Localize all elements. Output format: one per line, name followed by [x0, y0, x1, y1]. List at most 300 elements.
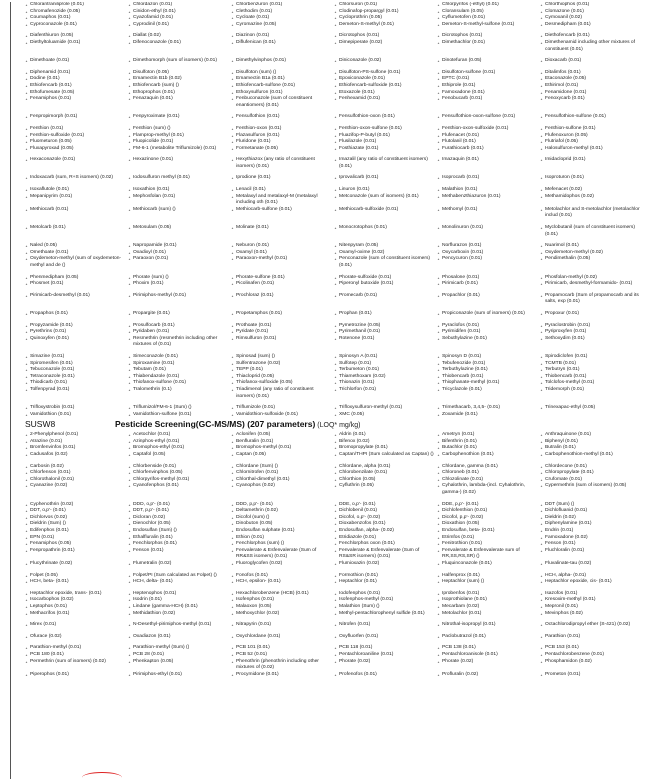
parameter-cell: ▲ Rotenone (0.01)	[334, 336, 437, 349]
parameter-cell: ▲ Methiocarb-sulfoxide (0.01)	[334, 207, 437, 220]
parameter-cell: ▲ Tolclofos-methyl (0.01)	[540, 380, 643, 387]
parameter-cell: ▲ Dioxacarb (0.01)	[540, 58, 643, 65]
parameter-cell: ▲ Omethoate (0.01)	[25, 250, 128, 257]
parameter-cell: ▲ Fenvalerate & Esfenvalerate (Sum of RR&SS isomers) (0.01)	[231, 548, 334, 561]
parameter-cell: ▲ Nitrofen (0.01)	[334, 622, 437, 629]
parameter-cell: ▲ Famoxadone (0.01)	[437, 90, 540, 97]
parameter-cell: ▲ HCH, alpha- (0.01)	[540, 573, 643, 580]
parameter-cell: ▲ Fenhexamid (0.01)	[334, 96, 437, 109]
parameter-cell: ▲ Parathion-methyl (Sum) ()	[128, 645, 231, 652]
parameter-cell: ▲ Flutriafol (0.05)	[540, 139, 643, 146]
parameter-cell: ▲ Cymoxanil (0.02)	[540, 15, 643, 22]
parameter-cell: ▲ HCH, beta- (0.01)	[25, 579, 128, 586]
table-row	[25, 157, 643, 170]
parameter-cell: ▲ Iprodione (0.01)	[231, 175, 334, 182]
parameter-cell: ▲ Bifenthrin (0.01)	[437, 439, 540, 446]
parameter-cell: ▲ Propyzamide (0.01)	[25, 323, 128, 330]
parameter-cell: ▲ Norflurazon (0.01)	[437, 243, 540, 250]
parameter-cell: ▲ Piperophos (0.01)	[25, 672, 128, 679]
parameter-cell: ▲ Diethyltoluamide (0.01)	[25, 40, 128, 53]
parameter-cell: ▲ Thiabendazole (0.01)	[128, 374, 231, 381]
parameter-cell: ▲ Diafenthiuron (0.05)	[25, 33, 128, 40]
parameter-cell: ▲ Prometon (0.01)	[540, 672, 643, 679]
parameter-cell: ▲ Nitenpyram (0.05)	[334, 243, 437, 250]
parameter-cell: ▲ Tolfenpyrad (0.01)	[25, 387, 128, 400]
parameter-cell: ▲ Thionazin (0.01)	[334, 380, 437, 387]
parameter-cell: ▲ Fenazaquin (0.01)	[128, 96, 231, 109]
table-row	[25, 380, 643, 387]
table-row	[25, 126, 643, 133]
parameter-cell: ▲ Fenchlorphos oxon (0.01)	[334, 541, 437, 548]
parameter-cell: ▲ Fluridone (0.01)	[231, 139, 334, 146]
table-row	[25, 541, 643, 548]
table-row	[25, 194, 643, 207]
parameter-cell: ▲ Spinosyn A (0.01)	[334, 354, 437, 361]
parameter-cell: ▲ Pentachloroanisole (0.01)	[437, 652, 540, 659]
parameter-cell: ▲ Imazalil (any ratio of constituent isomers) (0.01)	[334, 157, 437, 170]
section-title: Pesticide Screening(GC-MS/MS) (207 parameters)	[115, 419, 316, 430]
parameter-cell: ▲ Fenamidone (0.01)	[540, 90, 643, 97]
parameter-cell: ▲ Diflufenican (0.01)	[231, 40, 334, 53]
parameter-cell: ▲ Octachlorodipropyl ether (S-421) (0.02)	[540, 622, 643, 629]
parameter-cell: ▲ Thiobencarb (0.01)	[540, 374, 643, 381]
parameter-cell: ▲ Dioxathion (0.05)	[437, 521, 540, 528]
parameter-cell: ▲ Clomazone (0.01)	[540, 9, 643, 16]
table-row	[25, 604, 643, 611]
parameter-cell: ▲ Thiacloprid (0.05)	[231, 374, 334, 381]
parameter-cell: ▲ Monocrotophos (0.01)	[334, 225, 437, 238]
parameter-cell: ▲ Nitrothal-isopropyl (0.01)	[437, 622, 540, 629]
parameter-cell: ▲ Thiophanate-methyl (0.01)	[437, 380, 540, 387]
parameter-cell: ▲ Methiocarb (sum) ()	[128, 207, 231, 220]
parameter-cell: ▲ Malathion (Sum) ()	[334, 604, 437, 611]
parameter-cell: ▲ Cyflumetofen (0.01)	[437, 15, 540, 22]
parameter-cell: ▲ Spinosyn D (0.01)	[437, 354, 540, 361]
parameter-cell: ▲ Piperonyl butoxide (0.01)	[334, 281, 437, 288]
parameter-cell: ▲ Disulfoton-PS-sulfone (0.01)	[334, 70, 437, 77]
parameter-cell: ▲ Captan/THPI (Sum calculated as Captan) ()	[334, 452, 437, 459]
pesticide-table-lcmsms	[25, 2, 643, 418]
parameter-cell: ▲ Cloransulam (0.05)	[437, 9, 540, 16]
parameter-cell: ▲ Trimethacarb, 3,4,5- (0.01)	[437, 405, 540, 412]
parameter-cell: ▲ Chlorfenvinphos (0.05)	[128, 470, 231, 477]
parameter-cell: ▲ Pyridaben (0.01)	[128, 329, 231, 336]
parameter-cell: ▲ PCB 101 (0.01)	[231, 645, 334, 652]
parameter-cell: ▲ Halfenprox (0.01)	[437, 573, 540, 580]
parameter-cell: ▲ Leptophos (0.01)	[25, 604, 128, 611]
table-row	[25, 40, 643, 53]
parameter-cell: ▲ Chlornitrofen (0.01)	[231, 470, 334, 477]
parameter-cell: ▲ Indoxacarb (sum, R+S isomers) (0.02)	[25, 175, 128, 182]
parameter-cell: ▲ Chlorsuron (0.01)	[334, 2, 437, 9]
parameter-cell: ▲ Penconazole (sum of constituent isomers) (0.01)	[334, 256, 437, 269]
parameter-cell: ▲ DDE, o,p'- (0.01)	[334, 502, 437, 509]
section-loq-unit: (LOQ* mg/kg)	[317, 422, 361, 430]
parameter-cell: ▲ Fenthion-sulfoxide (0.01)	[25, 133, 128, 140]
parameter-cell: ▲ Cyphenothrin (0.02)	[25, 502, 128, 509]
parameter-cell: ▲ Pirimiphos-methyl (0.01)	[128, 293, 231, 306]
parameter-cell: ▲ Methyl-pentachlorophenyl sulfide (0.01)	[334, 611, 437, 618]
parameter-cell: ▲ PCB 28 (0.01)	[128, 652, 231, 659]
parameter-cell: ▲ TCMTB (0.01)	[540, 361, 643, 368]
parameter-cell: ▲ Rimsulfuron (0.01)	[231, 336, 334, 349]
parameter-cell: ▲ Epoxiconazole (0.01)	[334, 76, 437, 83]
parameter-cell: ▲ Cinidon-ethyl (0.01)	[128, 9, 231, 16]
section-code: SUSW8	[25, 419, 56, 430]
parameter-cell: ▲ Fluxapyroxad (0.05)	[25, 146, 128, 153]
parameter-cell: ▲ Disulfoton (sum) ()	[231, 70, 334, 77]
table-row	[25, 2, 643, 9]
pesticide-table-gcmsms	[25, 432, 643, 678]
parameter-cell: ▲ Cyfluthrin (0.05)	[334, 483, 437, 496]
parameter-cell: ▲ Dodine (0.01)	[25, 76, 128, 83]
parameter-cell: ▲ Sulfotep (0.01)	[334, 361, 437, 368]
parameter-cell: ▲ Prothoate (0.01)	[231, 323, 334, 330]
table-row	[25, 367, 643, 374]
parameter-cell: ▲ Fluquinconazole (0.01)	[437, 561, 540, 568]
parameter-cell: ▲ Methacrifos (0.01)	[25, 611, 128, 618]
parameter-cell: ▲ Fosthiazate (0.01)	[334, 146, 437, 153]
parameter-cell: ▲ Fenthion-oxon-sulfoxide (0.01)	[437, 126, 540, 133]
parameter-cell: ▲ Trifloxystrobin (0.01)	[25, 405, 128, 412]
parameter-cell: ▲ DDT, p,p'- (0.01)	[128, 508, 231, 515]
parameter-cell: ▲ Carbophenothion (0.01)	[437, 452, 540, 459]
parameter-cell: ▲ Propamocarb (Sum of propamocarb and its salts, exp (0.01)	[540, 293, 643, 306]
parameter-cell: ▲ Imidacloprid (0.01)	[540, 157, 643, 170]
table-row	[25, 579, 643, 586]
parameter-cell: ▲ Demeton-S-methyl-sulfone (0.01)	[437, 22, 540, 29]
parameter-cell: ▲ Prosulfocarb (0.01)	[128, 323, 231, 330]
parameter-cell: ▲ Phenmedipham (0.05)	[25, 275, 128, 282]
parameter-cell: ▲ Isoprothiolane (0.01)	[437, 597, 540, 604]
parameter-cell: ▲ Pendimethalin (0.05)	[540, 256, 643, 269]
parameter-cell: ▲ Dienochlor (0.05)	[128, 521, 231, 528]
parameter-cell: ▲ Quinoxyfen (0.01)	[25, 336, 128, 349]
parameter-cell: ▲ Azinphos-ethyl (0.01)	[128, 439, 231, 446]
parameter-cell: ▲ Fluopicolide (0.01)	[128, 139, 231, 146]
parameter-cell: ▲ Bromopropylate (0.01)	[334, 445, 437, 452]
parameter-cell: ▲ N-Desethyl-pirimiphos-methyl (0.01)	[128, 622, 231, 629]
parameter-cell: ▲ Propetamphos (0.01)	[231, 311, 334, 318]
parameter-cell	[540, 412, 643, 419]
parameter-cell: ▲ Propaphos (0.01)	[25, 311, 128, 318]
parameter-cell: ▲ Ofurace (0.02)	[25, 634, 128, 641]
parameter-cell: ▲ Dicofol, p,p'- (0.02)	[437, 515, 540, 522]
parameter-cell: ▲ Bifenox (0.02)	[334, 439, 437, 446]
parameter-cell: ▲ Dicrotophos (0.01)	[437, 33, 540, 40]
parameter-cell: ▲ Chlordane, alpha (0.01)	[334, 464, 437, 471]
parameter-cell: ▲ Fenthion-sulfone (0.01)	[540, 126, 643, 133]
parameter-cell: ▲ Desmedipham (0.01)	[540, 22, 643, 29]
parameter-cell: ▲ Flucythrinate (0.02)	[25, 561, 128, 568]
parameter-cell: ▲ Terbuthylazine (0.01)	[437, 367, 540, 374]
parameter-cell: ▲ Cadusafos (0.02)	[25, 452, 128, 459]
table-row	[25, 483, 643, 496]
parameter-cell: ▲ Pyrethrins (0.01)	[25, 329, 128, 336]
table-row	[25, 652, 643, 659]
parameter-cell: ▲ EPTC (0.01)	[437, 76, 540, 83]
table-row	[25, 96, 643, 109]
parameter-cell: ▲ Mepanipyrim (0.01)	[25, 194, 128, 207]
parameter-cell: ▲ Zoxamide (0.01)	[437, 412, 540, 419]
parameter-cell: ▲ Chloropropylate (0.01)	[540, 470, 643, 477]
parameter-cell: ▲ Phosfolan-methyl (0.02)	[540, 275, 643, 282]
parameter-cell: ▲ Isazofos (0.01)	[540, 591, 643, 598]
table-row	[25, 281, 643, 288]
parameter-cell: ▲ Chlozolinate (0.01)	[437, 477, 540, 484]
parameter-cell: ▲ Diallat (0.02)	[128, 33, 231, 40]
parameter-cell: ▲ Pentachlorobenzene (0.01)	[540, 652, 643, 659]
parameter-cell: ▲ Nitrapyrin (0.01)	[231, 622, 334, 629]
parameter-cell: ▲ Spiroxamine (0.01)	[128, 361, 231, 368]
parameter-cell: ▲ Phorate-sulfoxide (0.01)	[334, 275, 437, 282]
parameter-cell: ▲ Thiofanox-sulfone (0.01)	[128, 380, 231, 387]
parameter-cell: ▲ Cyanophos (0.02)	[231, 483, 334, 496]
parameter-cell: ▲ Endosulfan sulphate (0.01)	[231, 528, 334, 535]
parameter-cell: ▲ Endosulfan, beta- (0.01)	[437, 528, 540, 535]
parameter-cell: ▲ Fluometuron (0.05)	[25, 139, 128, 146]
parameter-cell: ▲ Lenacil (0.01)	[231, 187, 334, 194]
parameter-cell: ▲ Pyraclostrobin (0.01)	[540, 323, 643, 330]
parameter-cell: ▲ Procymidone (0.01)	[231, 672, 334, 679]
parameter-cell: ▲ Thiofanox-sulfoxide (0.05)	[231, 380, 334, 387]
parameter-cell: ▲ Cyproconazole (0.01)	[25, 22, 128, 29]
parameter-cell: ▲ Chlorbenside (0.01)	[128, 464, 231, 471]
parameter-cell: ▲ Iprovalicarb (0.01)	[334, 175, 437, 182]
parameter-cell: ▲ Dichlofluanid (0.01)	[540, 508, 643, 515]
parameter-cell: ▲ Endosulfan, alpha- (0.02)	[334, 528, 437, 535]
parameter-cell: ▲ Endrin (0.01)	[540, 528, 643, 535]
parameter-cell: ▲ Fenvalerate & Esfenvalerate (Sum of RS&SR isomers) (0.01)	[334, 548, 437, 561]
parameter-cell: ▲ Tetraconazole (0.01)	[25, 374, 128, 381]
parameter-cell: ▲ Terbutryn (0.01)	[540, 367, 643, 374]
parameter-cell: ▲ Thiobencarb (0.01)	[437, 374, 540, 381]
table-row	[25, 187, 643, 194]
parameter-cell: ▲ Phenkapton (0.05)	[128, 659, 231, 672]
parameter-cell: ▲ Cyazofamid (0.01)	[128, 15, 231, 22]
parameter-cell: ▲ Carbosin (0.02)	[25, 464, 128, 471]
table-row	[25, 207, 643, 220]
parameter-cell: ▲ Pirimicarb (0.01)	[437, 281, 540, 288]
parameter-cell: ▲ Mephosfolan (0.01)	[128, 194, 231, 207]
parameter-cell: ▲ Paraoxon (0.01)	[128, 256, 231, 269]
table-row	[25, 293, 643, 306]
parameter-cell: ▲ Mefenacet (0.02)	[540, 187, 643, 194]
parameter-cell: ▲ Malaoxon (0.05)	[231, 604, 334, 611]
parameter-cell: ▲ Diphenamid (0.01)	[25, 70, 128, 77]
parameter-cell: ▲ Oxychlordane (0.01)	[231, 634, 334, 641]
parameter-cell: ▲ Flutolanil (0.01)	[437, 139, 540, 146]
parameter-cell: ▲ Ethalfluralin (0.01)	[128, 535, 231, 542]
parameter-cell: ▲ Isoxaflutole (0.01)	[25, 187, 128, 194]
parameter-cell: ▲ Bromophos-ethyl (0.01)	[128, 445, 231, 452]
parameter-cell: ▲ Chloroneb (0.01)	[437, 470, 540, 477]
section-header	[25, 419, 643, 431]
parameter-cell: ▲ Naled (0.05)	[25, 243, 128, 250]
parameter-cell: ▲ Furathiocarb (0.01)	[437, 146, 540, 153]
parameter-cell: ▲ Fenobucarb (0.01)	[437, 96, 540, 109]
table-row	[25, 508, 643, 515]
parameter-cell: ▲ Fenpropathrin (0.01)	[25, 548, 128, 561]
parameter-cell: ▲ Ditalimfos (0.01)	[540, 70, 643, 77]
parameter-cell: ▲ Cyhalothrin, lambda-(incl. Cyhalothrin, gamma-) (0.02)	[437, 483, 540, 496]
parameter-cell: ▲ Isofenphos-methyl (0.01)	[334, 597, 437, 604]
parameter-cell: ▲ Oxydemeton-methyl (0.02)	[540, 250, 643, 257]
parameter-cell: ▲ Methidathion (0.02)	[128, 611, 231, 618]
parameter-cell: ▲ Fenamiphos (0.05)	[25, 541, 128, 548]
parameter-cell: ▲ Bromfenvinfos (0.01)	[25, 445, 128, 452]
parameter-cell: ▲ Vamidothion-sulfone (0.01)	[128, 412, 231, 419]
table-row	[25, 611, 643, 618]
parameter-cell: ▲ Pencycuron (0.01)	[437, 256, 540, 269]
parameter-cell: ▲ Chlorantraniliprole (0.01)	[25, 2, 128, 9]
parameter-cell: ▲ HCH, epsilon- (0.01)	[231, 579, 334, 586]
parameter-cell: ▲ Vamidothion-sulfoxide (0.01)	[231, 412, 334, 419]
parameter-cell: ▲ DDE, p,p'- (0.01)	[437, 502, 540, 509]
parameter-cell: ▲ Fenthion (0.01)	[25, 126, 128, 133]
parameter-cell: ▲ Kresoxim-methyl (0.01)	[540, 597, 643, 604]
parameter-cell: ▲ Fluoroglycofen (0.02)	[231, 561, 334, 568]
parameter-cell: ▲ Ethiprole (0.01)	[437, 83, 540, 90]
parameter-cell: ▲ Folpet/PI (Sum calculated as Folpet) ()	[128, 573, 231, 580]
parameter-cell: ▲ Pentachloroaniline (0.01)	[334, 652, 437, 659]
parameter-cell: ▲ Deltamethrin (0.02)	[231, 508, 334, 515]
parameter-cell: ▲ Thiodicarb (0.01)	[25, 380, 128, 387]
parameter-cell: ▲ Captafol (0.05)	[128, 452, 231, 459]
parameter-cell: ▲ Tricyclazole (0.01)	[437, 387, 540, 400]
parameter-cell: ▲ Methiocarb-sulfone (0.01)	[231, 207, 334, 220]
parameter-cell: ▲ Permethrin (sum of isomers) (0.02)	[25, 659, 128, 672]
parameter-cell: ▲ Metolcarb (0.01)	[25, 225, 128, 238]
parameter-cell: ▲ Propiconazole (sum of isomers) (0.01)	[437, 311, 540, 318]
table-row	[25, 256, 643, 269]
parameter-cell: ▲ Famoxadone (0.02)	[540, 535, 643, 542]
parameter-cell: ▲ Flumioxazin (0.02)	[334, 561, 437, 568]
parameter-cell: ▲ DDT (Sum) ()	[540, 502, 643, 509]
parameter-cell: ▲ Flufenacet (0.01)	[437, 133, 540, 140]
parameter-cell: ▲ Spiromesifen (0.01)	[25, 361, 128, 368]
parameter-cell: ▲ PCB 118 (0.01)	[334, 645, 437, 652]
parameter-cell: ▲ PCB 138 (0.01)	[437, 645, 540, 652]
parameter-cell: ▲ Sethoxydim (0.01)	[540, 336, 643, 349]
parameter-cell: ▲ Linuron (0.01)	[334, 187, 437, 194]
parameter-cell: ▲ Mecarbam (0.02)	[437, 604, 540, 611]
parameter-cell: ▲ Halosulfuron-methyl (0.01)	[540, 146, 643, 153]
parameter-cell: ▲ EPN (0.01)	[25, 535, 128, 542]
parameter-cell: ▲ Chlorothalonil (0.01)	[25, 477, 128, 484]
parameter-cell: ▲ Crufomate (0.01)	[540, 477, 643, 484]
parameter-cell: ▲ TEPP (0.01)	[231, 367, 334, 374]
parameter-cell: ▲ Formetanate (0.05)	[231, 146, 334, 153]
parameter-cell: ▲ Cypermethrin (sum of isomers) (0.05)	[540, 483, 643, 496]
parameter-cell: ▲ Fenbuconazole (sum of constituent enantiomers) (0.01)	[231, 96, 334, 109]
parameter-cell: ▲ Phorate (0.02)	[334, 659, 437, 672]
table-row	[25, 58, 643, 65]
parameter-cell: ▲ Fonofos (0.01)	[231, 573, 334, 580]
table-row	[25, 412, 643, 419]
parameter-cell: ▲ Oxydemeton-methyl (sum of oxydemeton-methyl and de ()	[25, 256, 128, 269]
parameter-cell: ▲ Captan (0.05)	[231, 452, 334, 459]
parameter-cell: ▲ Emamectin B1b (0.02)	[128, 76, 231, 83]
parameter-cell: ▲ Diphenylamine (0.01)	[540, 521, 643, 528]
parameter-cell: ▲ Edifenphos (0.01)	[25, 528, 128, 535]
parameter-cell: ▲ Chlordane (Sum) ()	[231, 464, 334, 471]
parameter-cell: ▲ Spinosad (sum) ()	[231, 354, 334, 361]
parameter-cell: ▲ Ethofumesate (0.05)	[25, 90, 128, 97]
parameter-cell: ▲ Methiocarb (0.01)	[25, 207, 128, 220]
parameter-cell: ▲ Dimethomorph (sum of isomers) (0.01)	[128, 58, 231, 65]
parameter-cell: ▲ Metolachlor (0.01)	[437, 611, 540, 618]
parameter-cell: ▲ Mevinphos (0.02)	[540, 611, 643, 618]
parameter-cell: ▲ Ethirimol (0.01)	[540, 83, 643, 90]
parameter-cell: ▲ Fenamiphos (0.01)	[25, 96, 128, 109]
table-row	[25, 672, 643, 679]
parameter-cell: ▲ Pirimicarb, desmethyl-formamido- (0.01)	[540, 281, 643, 288]
parameter-cell: ▲ Dimethoate (0.01)	[25, 58, 128, 65]
table-row	[25, 405, 643, 412]
parameter-cell: ▲ Thiamethoxam (0.02)	[334, 374, 437, 381]
parameter-cell: ▲ Imazaquin (0.01)	[437, 157, 540, 170]
parameter-cell: ▲ Anthraquinone (0.01)	[540, 432, 643, 439]
parameter-cell: ▲ Phosalone (0.01)	[437, 275, 540, 282]
parameter-cell: ▲ Isoproturon (0.01)	[540, 175, 643, 182]
parameter-cell: ▲ 2-Phenylphenol (0.01)	[25, 432, 128, 439]
parameter-cell: ▲ Flufenoxuron (0.05)	[540, 133, 643, 140]
parameter-cell: ▲ Chlordecone (0.01)	[540, 464, 643, 471]
parameter-cell: ▲ Methomyl (0.01)	[437, 207, 540, 220]
parameter-cell: ▲ Isofenphos (0.01)	[231, 597, 334, 604]
parameter-cell: ▲ Folpet (0.05)	[25, 573, 128, 580]
parameter-cell: ▲ Chlorpyrifos (-ethyl) (0.01)	[437, 2, 540, 9]
parameter-cell: ▲ Napropamide (0.01)	[128, 243, 231, 250]
parameter-cell: ▲ Pirimiphos-ethyl (0.01)	[128, 672, 231, 679]
table-row	[25, 659, 643, 672]
table-row	[25, 243, 643, 250]
parameter-cell: ▲ Parathion (0.01)	[540, 634, 643, 641]
parameter-cell: ▲ Hexythiazox (any ratio of constituent isomers) (0.01)	[231, 157, 334, 170]
parameter-cell: ▲ Benfluralin (0.01)	[231, 439, 334, 446]
parameter-cell: ▲ Oxyfluorfen (0.01)	[334, 634, 437, 641]
parameter-cell: ▲ Fensulfothion-sulfone (0.01)	[540, 114, 643, 121]
parameter-cell: ▲ Phoxim (0.01)	[128, 281, 231, 288]
parameter-cell: ▲ Phorate (0.02)	[437, 659, 540, 672]
parameter-cell: ▲ Bromophos-methyl (0.01)	[231, 445, 334, 452]
parameter-cell: ▲ Molinate (0.01)	[231, 225, 334, 238]
parameter-cell: ▲ Tebutam (0.01)	[128, 367, 231, 374]
parameter-cell: ▲ Dicloran (0.02)	[128, 515, 231, 522]
parameter-cell: ▲ Pyraclofos (0.01)	[437, 323, 540, 330]
parameter-cell: ▲ Propoxur (0.01)	[540, 311, 643, 318]
parameter-cell: ▲ Demeton-S-methyl (0.01)	[334, 22, 437, 29]
parameter-cell: ▲ Isodrin (0.01)	[128, 597, 231, 604]
parameter-cell: ▲ Oxadiazon (0.01)	[128, 634, 231, 641]
parameter-cell: ▲ Cyromazine (0.05)	[231, 22, 334, 29]
parameter-cell: ▲ Difenoconazole (0.01)	[128, 40, 231, 53]
parameter-cell: ▲ Propargite (0.01)	[128, 311, 231, 318]
parameter-cell: ▲ Dimethylvinphos (0.01)	[231, 58, 334, 65]
parameter-cell: ▲ Heptenophos (0.01)	[128, 591, 231, 598]
parameter-cell: ▲ Resmethrin (resmethrin including other mixtures of (0.01)	[128, 336, 231, 349]
parameter-cell: ▲ Atrazine (0.01)	[25, 439, 128, 446]
parameter-cell: ▲ DDT, o,p'- (0.01)	[25, 508, 128, 515]
parameter-cell: ▲ PCB 180 (0.01)	[25, 652, 128, 659]
parameter-cell: ▲ Paraoxon-methyl (0.01)	[231, 256, 334, 269]
parameter-cell: ▲ Profluralin (0.02)	[437, 672, 540, 679]
parameter-cell: ▲ Chlorfenson (0.01)	[25, 470, 128, 477]
parameter-cell: ▲ Myclobutanil (sum of constituent isomers) (0.01)	[540, 225, 643, 238]
parameter-cell: ▲ Neburon (0.01)	[231, 243, 334, 250]
parameter-cell: ▲ Fenchlorphos (sum) ()	[231, 541, 334, 548]
